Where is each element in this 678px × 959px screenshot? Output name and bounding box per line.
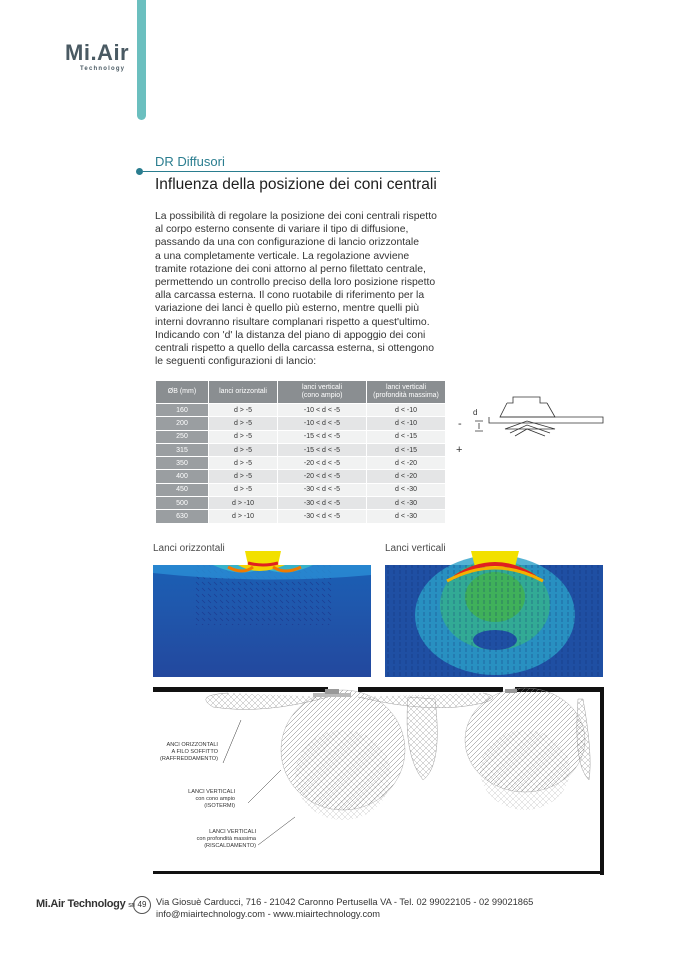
table-cell: d < -10 [367, 417, 446, 430]
table-row [156, 483, 446, 496]
table-cell: 450 [156, 483, 209, 496]
intro-line: alla carcassa esterna. Il cono ruotabile di riferimento per la [155, 290, 425, 302]
annotation-line: con cono ampio [195, 796, 235, 802]
table-cell: d < -20 [367, 457, 446, 470]
sim-label-horizontal: Lanci orizzontali [153, 543, 225, 554]
table-row [156, 404, 446, 417]
table-cell: d < -15 [367, 430, 446, 443]
table-cell: d > -5 [209, 443, 278, 456]
table-row [156, 430, 446, 443]
table-cell: -10 < d < -5 [278, 417, 367, 430]
logo-subtitle: Technology [80, 66, 126, 72]
table-cell: 500 [156, 497, 209, 510]
annotation-line: A FILO SOFFITTO [171, 749, 218, 755]
table-cell: 630 [156, 510, 209, 523]
table-cell: -30 < d < -5 [278, 483, 367, 496]
intro-line: permettendo un controllo preciso della loro posizione rispetto [155, 277, 436, 289]
table-row [156, 443, 446, 456]
annotation-line: LANCI VERTICALI [209, 829, 256, 835]
table-header: lanci verticali (cono ampio) [278, 381, 367, 404]
intro-line: interni dovranno risultare complanari rispetto a quest'ultimo. [155, 316, 430, 328]
table-cell: -15 < d < -5 [278, 430, 367, 443]
table-cell: 250 [156, 430, 209, 443]
table-cell: d > -5 [209, 470, 278, 483]
table-header-row [156, 381, 446, 404]
annotation-line: LANCI VERTICALI [188, 789, 235, 795]
footer-brand [36, 898, 135, 910]
intro-line: le seguenti configurazioni di lancio: [155, 356, 317, 368]
annotation-vertical-deep [160, 829, 256, 850]
launch-config-table [155, 380, 446, 524]
table-cell: 315 [156, 443, 209, 456]
table-cell: d < -15 [367, 443, 446, 456]
table-header: ØB (mm) [156, 381, 209, 404]
table-header: lanci orizzontali [209, 381, 278, 404]
table-cell: d < -20 [367, 470, 446, 483]
intro-line: variazione dei lanci è quello più esterno, mentre quelli più [155, 303, 419, 315]
sim-label-vertical: Lanci verticali [385, 543, 446, 554]
intro-line: Indicando con 'd' la distanza del piano di appoggio dei coni [155, 329, 426, 341]
intro-line: tramite rotazione dei coni attorno al perno filettato centrale, [155, 263, 426, 275]
table-cell: d < -30 [367, 510, 446, 523]
table-cell: 350 [156, 457, 209, 470]
table-row [156, 470, 446, 483]
intro-line: a una completamente verticale. La regolazione avviene [155, 250, 410, 262]
minus-sign: - [458, 418, 462, 430]
table-cell: 160 [156, 404, 209, 417]
annotation-line: (RAFFREDDAMENTO) [159, 756, 218, 762]
table-cell: -15 < d < -5 [278, 443, 367, 456]
table-cell: -10 < d < -5 [278, 404, 367, 417]
table-cell: d > -5 [209, 483, 278, 496]
table-cell: 400 [156, 470, 209, 483]
diffuser-section-diagram [455, 395, 615, 460]
table-cell: -30 < d < -5 [278, 510, 367, 523]
table-row [156, 497, 446, 510]
sim-vertical [385, 545, 603, 677]
section-divider [143, 171, 440, 172]
table-cell: -20 < d < -5 [278, 457, 367, 470]
table-cell: d > -5 [209, 430, 278, 443]
annotation-line: ANCI ORIZZONTALI [166, 742, 218, 748]
sim-horizontal [153, 545, 371, 677]
table-cell: d > -5 [209, 417, 278, 430]
annotation-line: con profondità massima [196, 836, 256, 842]
table-cell: d > -5 [209, 457, 278, 470]
page-number: 49 [133, 896, 151, 914]
table-cell: -20 < d < -5 [278, 470, 367, 483]
intro-paragraph [155, 210, 455, 368]
section-dot [136, 168, 143, 175]
intro-line: al corpo esterno consente di variare il tipo di diffusione, [155, 224, 409, 236]
footer-brand-suffix: srl [128, 902, 135, 909]
table-cell: d > -5 [209, 404, 278, 417]
table-cell: d > -10 [209, 497, 278, 510]
table-header: lanci verticali (profondità massima) [367, 381, 446, 404]
table-cell: d > -10 [209, 510, 278, 523]
accent-bar [137, 0, 146, 120]
intro-line: centrali rispetto a quello della carcassa esterna, si ottengono [155, 343, 434, 355]
intro-line: passando da una con configurazione di lancio orizzontale [155, 237, 419, 249]
intro-line: La possibilità di regolare la posizione dei coni centrali rispetto [155, 211, 437, 222]
footer-contacts: info@miairtechnology.com - www.miairtechnology.com [156, 909, 381, 919]
table-cell: d < -30 [367, 497, 446, 510]
table-cell: d < -10 [367, 404, 446, 417]
table-cell: d < -30 [367, 483, 446, 496]
page-title: Influenza della posizione dei coni centrali [155, 176, 437, 193]
table-row [156, 457, 446, 470]
table-cell: -30 < d < -5 [278, 497, 367, 510]
table-row [156, 510, 446, 523]
annotation-line: (RISCALDAMENTO) [204, 843, 256, 849]
table-cell: 200 [156, 417, 209, 430]
plus-sign: + [456, 444, 463, 456]
annotation-horizontal [140, 742, 218, 763]
logo: Mi.Air [65, 40, 130, 65]
section-label: DR Diffusori [155, 154, 225, 169]
annotation-line: (ISOTERMI) [204, 803, 235, 809]
d-label: d [473, 408, 478, 417]
table-row [156, 417, 446, 430]
footer-brand-name: Mi.Air Technology [36, 898, 126, 910]
annotation-vertical-wide [155, 789, 235, 810]
footer-address: Via Giosuè Carducci, 716 - 21042 Caronno Pertusella VA - Tel. 02 99022105 - 02 99021865 [156, 897, 534, 907]
